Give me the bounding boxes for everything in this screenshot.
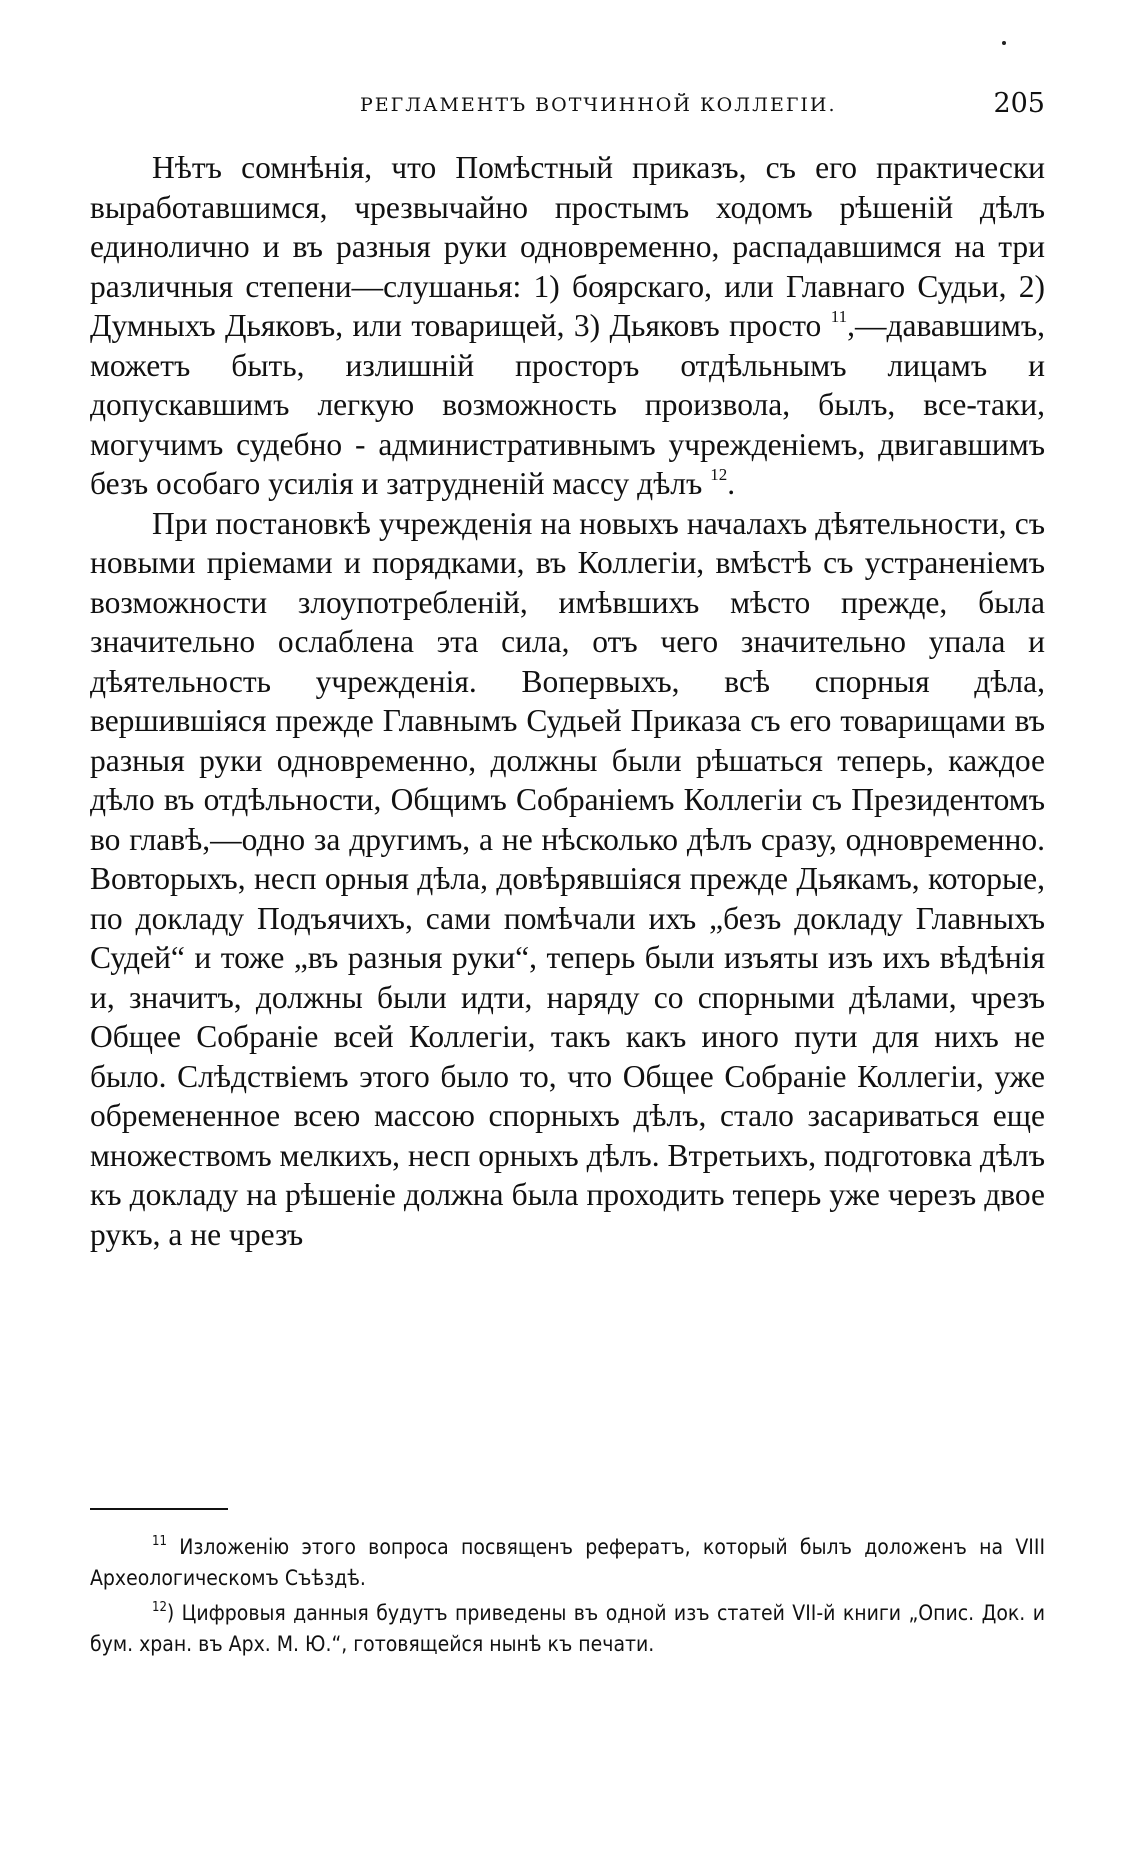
footnote-11-mark: 11 (152, 1534, 167, 1549)
footnote-11-text: Изложенію этого вопроса посвященъ рефератъ, который былъ доложенъ на VIII Археологическомъ Съѣздѣ. (90, 1535, 1046, 1590)
footnote-reference-12: 12 (710, 465, 728, 484)
print-speck (1002, 41, 1006, 45)
running-head (90, 88, 1045, 128)
paragraph-1-text-before: Нѣтъ сомнѣнія, что Помѣстный приказъ, съ его практически выработавшимся, чрезвычайно простымъ ходомъ рѣшеній дѣлъ единолично и въ разныя руки одновременно, распадавшимся на три различныя степени—слушанья: 1) боярскаго, или Главнаго Судьи, 2) Думныхъ Дьяковъ, или товарищей, 3) Дьяковъ просто (90, 150, 1045, 343)
page-number: 205 (993, 88, 1045, 119)
running-title: РЕГЛАМЕНТЪ ВОТЧИННОЙ КОЛЛЕГІИ. (360, 94, 837, 116)
footnote-reference-11: 11 (830, 307, 848, 326)
paragraph-2: При постановкѣ учрежденія на новыхъ началахъ дѣятельности, съ новыми пріемами и порядками, въ Коллегіи, вмѣстѣ съ устраненіемъ возможности злоупотребленій, имѣвшихъ мѣсто прежде, была значительно ослаблена эта сила, отъ чего значительно упала и дѣятельность учрежденія. Вопервыхъ, всѣ спорныя дѣла, вершившіяся прежде Главнымъ Судьей Приказа съ его товарищами въ разныя руки одновременно, должны были рѣшаться теперь, каждое дѣло въ отдѣльности, Общимъ Собраніемъ Коллегіи съ Президентомъ во главѣ,—одно за другимъ, а не нѣсколько дѣлъ сразу, одновременно. Вовторыхъ, несп орныя дѣла, довѣрявшіяся прежде Дьякамъ, которые, по докладу Подъячихъ, сами помѣчали ихъ „безъ докладу Главныхъ Судей“ и тоже „въ разныя руки“, теперь были изъяты изъ ихъ вѣдѣнія и, значитъ, должны были идти, наряду со спорными дѣлами, чрезъ Общее Собраніе всей Коллегіи, такъ какъ иного пути для нихъ не было. Слѣдствіемъ этого было то, что Общее Собраніе Коллегіи, уже обремененное всею массою спорныхъ дѣлъ, стало засариваться еще множествомъ мелкихъ, несп орныхъ дѣлъ. Втретьихъ, подготовка дѣлъ къ докладу на рѣшеніе должна была проходить теперь уже черезъ двое рукъ, а не чрезъ (90, 505, 1045, 1252)
footnote-12-mark: 12 (152, 1600, 167, 1615)
paragraph-1 (90, 148, 1045, 504)
book-page (90, 0, 1045, 1862)
footnote-12 (90, 1598, 1045, 1660)
paragraph-1-text-after: . (727, 466, 736, 501)
paragraph-1-text-middle: ,—дававшимъ, можетъ быть, излишній просторъ отдѣльнымъ лицамъ и допускавшимъ легкую возможность произвола, былъ, все-таки, могучимъ судебно - административнымъ учрежденіемъ, двигавшимъ безъ особаго усилія и затрудненій массу дѣлъ (90, 308, 1045, 501)
footnote-12-text: ) Цифровыя данныя будутъ приведены въ одной изъ статей VII-й книги „Опис. Док. и бум. хран. въ Арх. М. Ю.“, готовящейся нынѣ къ печати. (90, 1601, 1045, 1656)
footnotes (90, 1532, 1045, 1664)
footnote-rule (90, 1508, 228, 1510)
footnote-11 (90, 1532, 1045, 1594)
body-text (90, 148, 1045, 1254)
